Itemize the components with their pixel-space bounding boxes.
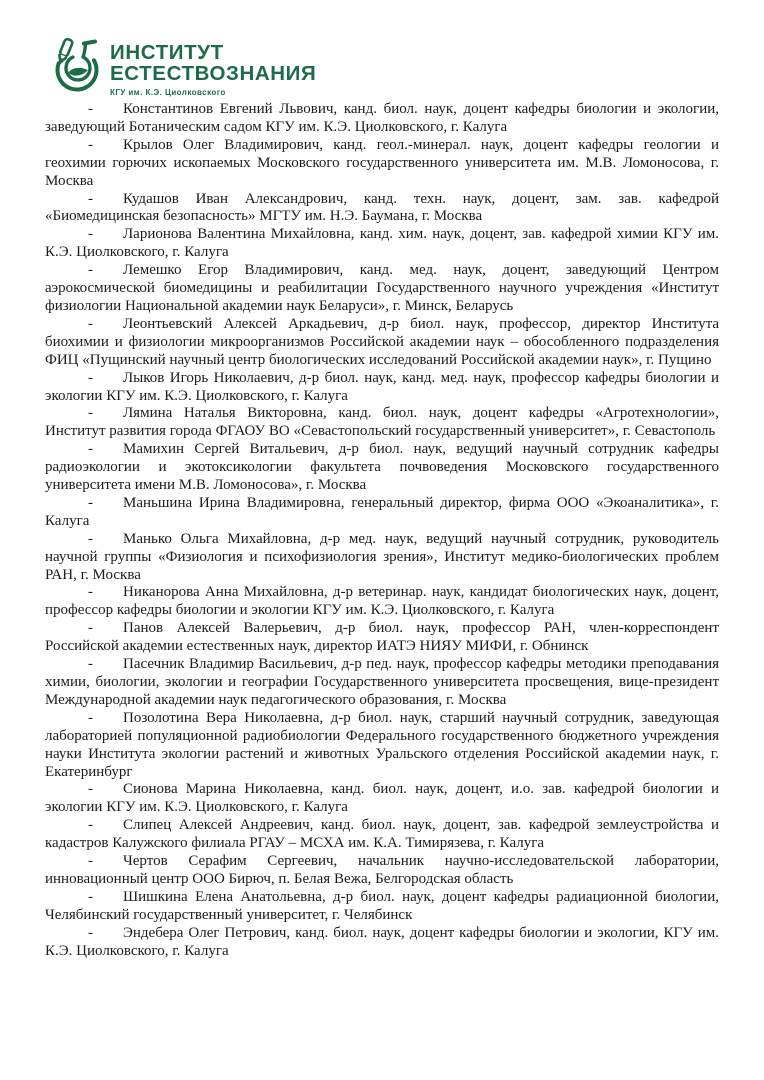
list-item-marker: - — [88, 136, 93, 153]
member-list-item — [45, 531, 719, 585]
member-list-item — [45, 101, 719, 137]
list-item-marker: - — [88, 494, 93, 511]
member-description: Эндебера Олег Петрович, канд. биол. наук, доцент кафедры биологии и экологии, КГУ им. К.Э. Циолковского, г. Калуга — [45, 924, 719, 959]
member-description: Позолотина Вера Николаевна, д-р биол. наук, старший научный сотрудник, заведующая лабораторией популяционной радиобиологии Федерального государственного бюджетного учреждения науки Института экологии растений и животных Уральского отделения Российской академии наук, г. Екатеринбург — [45, 709, 719, 780]
flask-leaf-pencil-icon — [54, 36, 100, 93]
list-item-marker: - — [88, 924, 93, 941]
logo-title-line2: ЕСТЕСТВОЗНАНИЯ — [110, 62, 317, 85]
member-list-item — [45, 781, 719, 817]
member-description: Никанорова Анна Михайловна, д-р ветеринар. наук, кандидат биологических наук, доцент, профессор кафедры биологии и экологии КГУ им. К.Э. Циолковского, г. Калуга — [45, 584, 719, 619]
member-list-item — [45, 441, 719, 495]
member-list-item — [45, 817, 719, 853]
member-description: Сионова Марина Николаевна, канд. биол. наук, доцент, и.о. зав. кафедрой биологии и экологии КГУ им. К.Э. Циолковского, г. Калуга — [45, 781, 719, 816]
member-list-item — [45, 584, 719, 620]
member-list-item — [45, 710, 719, 782]
member-list-item — [45, 191, 719, 227]
list-item-marker: - — [88, 781, 93, 798]
list-item-marker: - — [88, 369, 93, 386]
list-item-marker: - — [88, 226, 93, 243]
list-item-marker: - — [88, 262, 93, 279]
list-item-marker: - — [88, 530, 93, 547]
member-list-item — [45, 316, 719, 370]
member-description: Шишкина Елена Анатольевна, д-р биол. наук, доцент кафедры радиационной биологии, Челябинский государственный университет, г. Челябинск — [45, 888, 719, 923]
list-item-marker: - — [88, 709, 93, 726]
member-description: Пасечник Владимир Васильевич, д-р пед. наук, профессор кафедры методики преподавания химии, биологии, экологии и географии Государственного университета просвещения, вице-президент Международной академии наук педагогического образования, г. Москва — [45, 656, 719, 708]
member-list-item — [45, 405, 719, 441]
list-item-marker: - — [88, 584, 93, 601]
logo-subtitle: КГУ им. К.Э. Циолковского — [110, 88, 226, 97]
member-list-item — [45, 925, 719, 961]
list-item-marker: - — [88, 315, 93, 332]
member-list — [45, 101, 719, 961]
list-item-marker: - — [88, 620, 93, 637]
member-description: Чертов Серафим Сергеевич, начальник научно-исследовательской лаборатории, инновационный центр ООО Бирюч, п. Белая Вежа, Белгородская область — [45, 853, 719, 887]
member-description: Кудашов Иван Александрович, канд. техн. наук, доцент, зам. зав. кафедрой «Биомедицинская безопасность» МГТУ им. Н.Э. Баумана, г. Москва — [45, 190, 719, 225]
member-list-item — [45, 262, 719, 316]
logo-text — [110, 36, 316, 97]
list-item-marker: - — [88, 441, 93, 458]
logo-title-line1: ИНСТИТУТ — [110, 41, 224, 64]
member-list-item — [45, 620, 719, 656]
member-description: Слипец Алексей Андреевич, канд. биол. наук, доцент, зав. кафедрой землеустройства и кадастров Калужского филиала РГАУ – МСХА им. К.А. Тимирязева, г. Калуга — [45, 817, 719, 852]
member-description: Манько Ольга Михайловна, д-р мед. наук, ведущий научный сотрудник, руководитель научной группы «Физиология и психофизиология зрения», Институт медико-биологических проблем РАН, г. Москва — [45, 530, 719, 583]
member-description: Леонтьевский Алексей Аркадьевич, д-р биол. наук, профессор, директор Института биохимии и физиологии микроорганизмов Российской академии наук – обособленного подразделения ФИЦ «Пущинский научный центр биологических исследований Российской академии наук», г. Пущино — [45, 315, 719, 368]
institute-logo — [54, 36, 316, 97]
list-item-marker: - — [88, 888, 93, 905]
member-description: Лямина Наталья Викторовна, канд. биол. наук, доцент кафедры «Агротехнологии», Институт развития города ФГАОУ ВО «Севастопольский государственный университет», г. Севастополь — [45, 405, 719, 440]
member-description: Мамихин Сергей Витальевич, д-р биол. наук, ведущий научный сотрудник кафедры радиоэкологии и экотоксикологии факультета почвоведения Московского государственного университета имени М.В. Ломоносова», г. Москва — [45, 441, 719, 494]
list-item-marker: - — [88, 190, 93, 207]
member-list-item — [45, 889, 719, 925]
list-item-marker: - — [88, 405, 93, 422]
list-item-marker: - — [88, 853, 93, 870]
member-list-item — [45, 853, 719, 889]
list-item-marker: - — [88, 817, 93, 834]
member-description: Константинов Евгений Львович, канд. биол. наук, доцент кафедры биологии и экологии, заведующий Ботаническим садом КГУ им. К.Э. Циолковского, г. Калуга — [45, 101, 719, 135]
member-description: Лыков Игорь Николаевич, д-р биол. наук, канд. мед. наук, профессор кафедры биологии и экологии КГУ им. К.Э. Циолковского, г. Калуга — [45, 369, 719, 404]
member-description: Маньшина Ирина Владимировна, генеральный директор, фирма ООО «Экоаналитика», г. Калуга — [45, 494, 719, 529]
member-list-item — [45, 226, 719, 262]
member-description: Ларионова Валентина Михайловна, канд. хим. наук, доцент, зав. кафедрой химии КГУ им. К.Э. Циолковского, г. Калуга — [45, 226, 719, 261]
member-list-item — [45, 370, 719, 406]
member-description: Лемешко Егор Владимирович, канд. мед. наук, доцент, заведующий Центром аэрокосмической биомедицины и реабилитации Государственного научного учреждения «Институт физиологии Национальной академии наук Беларуси», г. Минск, Беларусь — [45, 262, 719, 314]
member-description: Панов Алексей Валерьевич, д-р биол. наук, профессор РАН, член-корреспондент Российской академии естественных наук, директор ИАТЭ НИЯУ МИФИ, г. Обнинск — [45, 620, 719, 655]
member-list-item — [45, 656, 719, 710]
member-list-item — [45, 495, 719, 531]
member-list-item — [45, 137, 719, 191]
list-item-marker: - — [88, 101, 93, 117]
list-item-marker: - — [88, 656, 93, 673]
member-description: Крылов Олег Владимирович, канд. геол.-минерал. наук, доцент кафедры геологии и геохимии горючих ископаемых Московского государственного университета им. М.В. Ломоносова, г. Москва — [45, 136, 719, 189]
